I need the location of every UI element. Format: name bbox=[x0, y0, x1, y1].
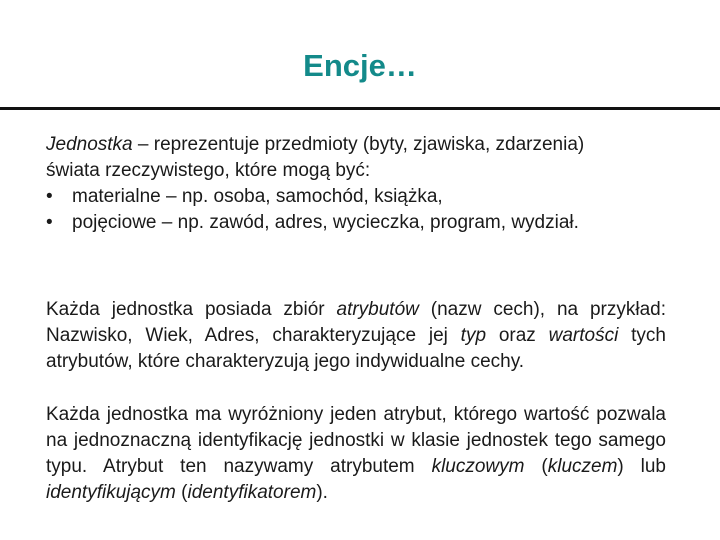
emphasis-kluczowym: kluczowym bbox=[431, 456, 525, 477]
text-run: (nazw cech), na przykład: Nazwisko, Wiek, Adres, charakteryzujące jej bbox=[46, 299, 667, 346]
term-jednostka: Jednostka bbox=[46, 134, 133, 155]
text-run: ) lub bbox=[617, 456, 667, 477]
text-run: ( bbox=[175, 482, 188, 503]
bullet-icon: • bbox=[46, 212, 53, 233]
text-run: Każda jednostka ma wyróżniony jeden atrybut, którego wartość pozwala na jednoznaczną identyfikację jednostki w klasie jednostek tego samego typu. Atrybut ten nazywamy atrybutem bbox=[46, 404, 666, 477]
text-run: tych atrybutów, które charakteryzują jego indywidualne cechy. bbox=[46, 325, 666, 372]
title-divider bbox=[0, 107, 720, 110]
list-item bbox=[46, 210, 666, 236]
emphasis-typ: typ bbox=[460, 325, 487, 346]
emphasis-identyfikujacym: identyfikującym bbox=[46, 482, 176, 503]
emphasis-kluczem: kluczem bbox=[547, 456, 618, 477]
attributes-paragraph bbox=[46, 297, 666, 375]
list-item-text: pojęciowe – np. zawód, adres, wycieczka, program, wydział. bbox=[72, 212, 579, 233]
definition-line-2: świata rzeczywistego, które mogą być: bbox=[46, 160, 371, 181]
text-run: Każda jednostka posiada zbiór bbox=[46, 299, 337, 320]
definition-line-1 bbox=[46, 132, 666, 158]
emphasis-atrybutow: atrybutów bbox=[336, 299, 419, 320]
text-run: ). bbox=[316, 482, 328, 503]
text-run: oraz bbox=[486, 325, 549, 346]
entity-definition bbox=[46, 132, 666, 236]
text-run: ( bbox=[524, 456, 548, 477]
definition-text: – reprezentuje przedmioty (byty, zjawiska, zdarzenia) bbox=[132, 134, 585, 155]
bullet-icon: • bbox=[46, 186, 53, 207]
emphasis-wartosci: wartości bbox=[548, 325, 619, 346]
key-paragraph bbox=[46, 402, 666, 506]
emphasis-identyfikatorem: identyfikatorem bbox=[187, 482, 317, 503]
list-item-text: materialne – np. osoba, samochód, książka, bbox=[72, 186, 443, 207]
slide-title: Encje… bbox=[303, 48, 417, 83]
list-item bbox=[46, 184, 666, 210]
